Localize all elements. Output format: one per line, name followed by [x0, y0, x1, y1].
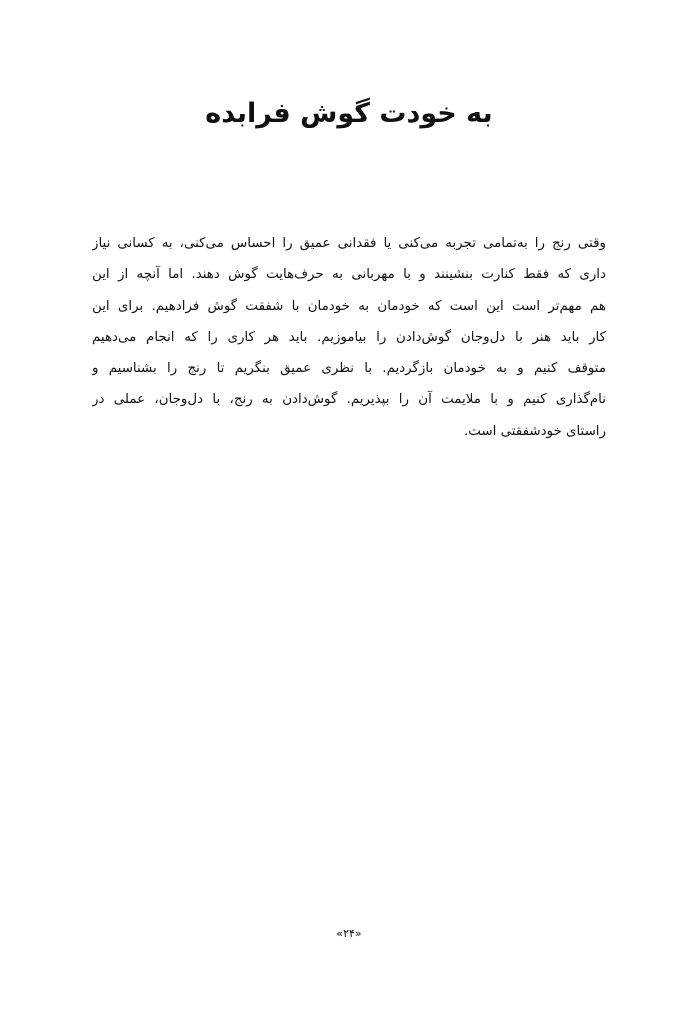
paragraph-line: هم مهم‌تر است این است که خودمان به خودمان با شفقت گوش فرادهیم. برای این [92, 298, 606, 314]
paragraph-line: داری که فقط کنارت بنشینند و با مهربانی به حرف‌هایت گوش دهند. اما آنچه از این [92, 267, 606, 283]
paragraph-line: وقتی رنج را به‌تمامی تجربه می‌کنی یا فقدانی عمیق را احساس می‌کنی، به کسانی نیاز [92, 236, 606, 251]
paragraph-line: متوقف کنیم و به خودمان بازگردیم. با نظری عمیق بنگریم تا رنج را بشناسیم و [92, 361, 606, 377]
paragraph-line: کار باید هنر با دل‌وجان گوش‌دادن را بیاموزیم. باید هر کاری را که انجام می‌دهیم [92, 329, 606, 345]
chapter-title: به خودت گوش فرابده [205, 98, 493, 129]
page-number: «۲۴» [336, 927, 362, 940]
body-paragraph [92, 228, 606, 447]
paragraph-line: نام‌گذاری کنیم و با ملایمت آن را بپذیریم. گوش‌دادن به رنج، با دل‌وجان، عملی در [92, 392, 606, 408]
paragraph-line: راستای خودشفقتی است. [464, 423, 606, 439]
